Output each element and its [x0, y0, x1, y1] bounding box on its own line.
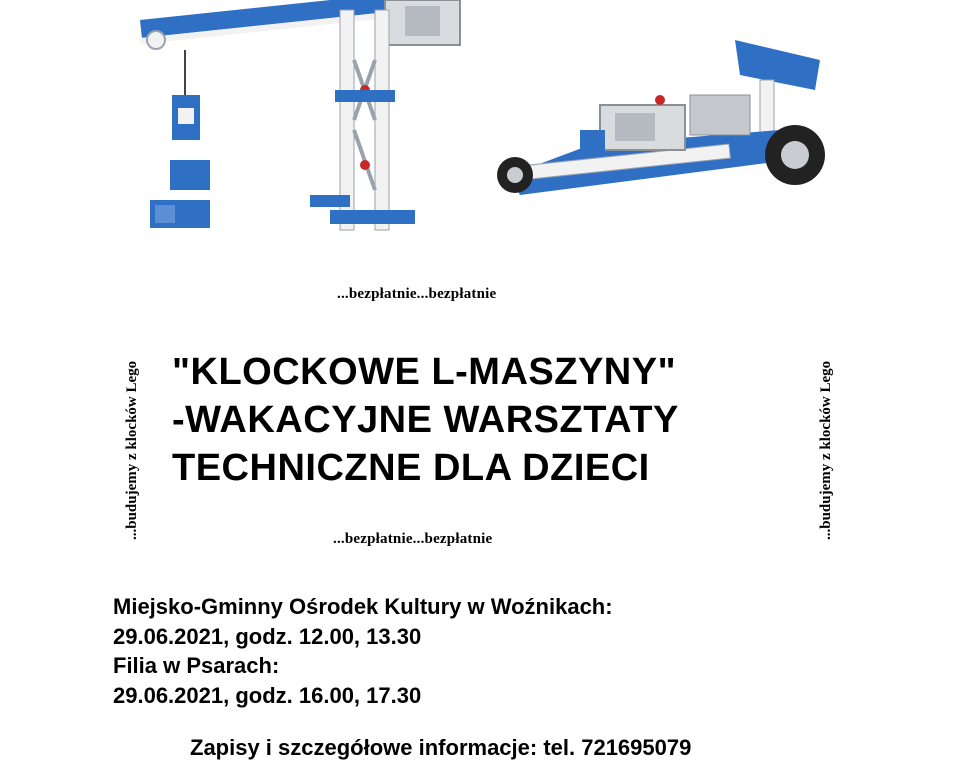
venue-branch: Filia w Psarach: [113, 653, 280, 678]
venue-main: Miejsko-Gminny Ośrodek Kultury w Woźnikach: [113, 594, 613, 619]
event-info [113, 592, 613, 710]
headline-line-2: -WAKACYJNE WARSZTATY [172, 399, 679, 441]
date-main: 29.06.2021, godz. 12.00, 13.30 [113, 623, 422, 649]
tagline-bottom: ...bezpłatnie...bezpłatnie [333, 531, 493, 547]
headline-line-1: "KLOCKOWE L-MASZYNY" [172, 351, 677, 393]
lego-crane-image [130, 0, 470, 245]
tagline-top: ...bezpłatnie...bezpłatnie [337, 286, 497, 302]
side-text-left: ...budujemy z klocków Lego [124, 360, 140, 540]
headline-line-3: TECHNICZNE DLA DZIECI [172, 447, 650, 489]
headline [172, 348, 812, 492]
side-text-right: ...budujemy z klocków Lego [818, 360, 834, 540]
contact-line: Zapisy i szczegółowe informacje: tel. 721695079 [190, 735, 692, 760]
lego-vehicle-image [490, 35, 835, 200]
date-branch: 29.06.2021, godz. 16.00, 17.30 [113, 682, 422, 708]
